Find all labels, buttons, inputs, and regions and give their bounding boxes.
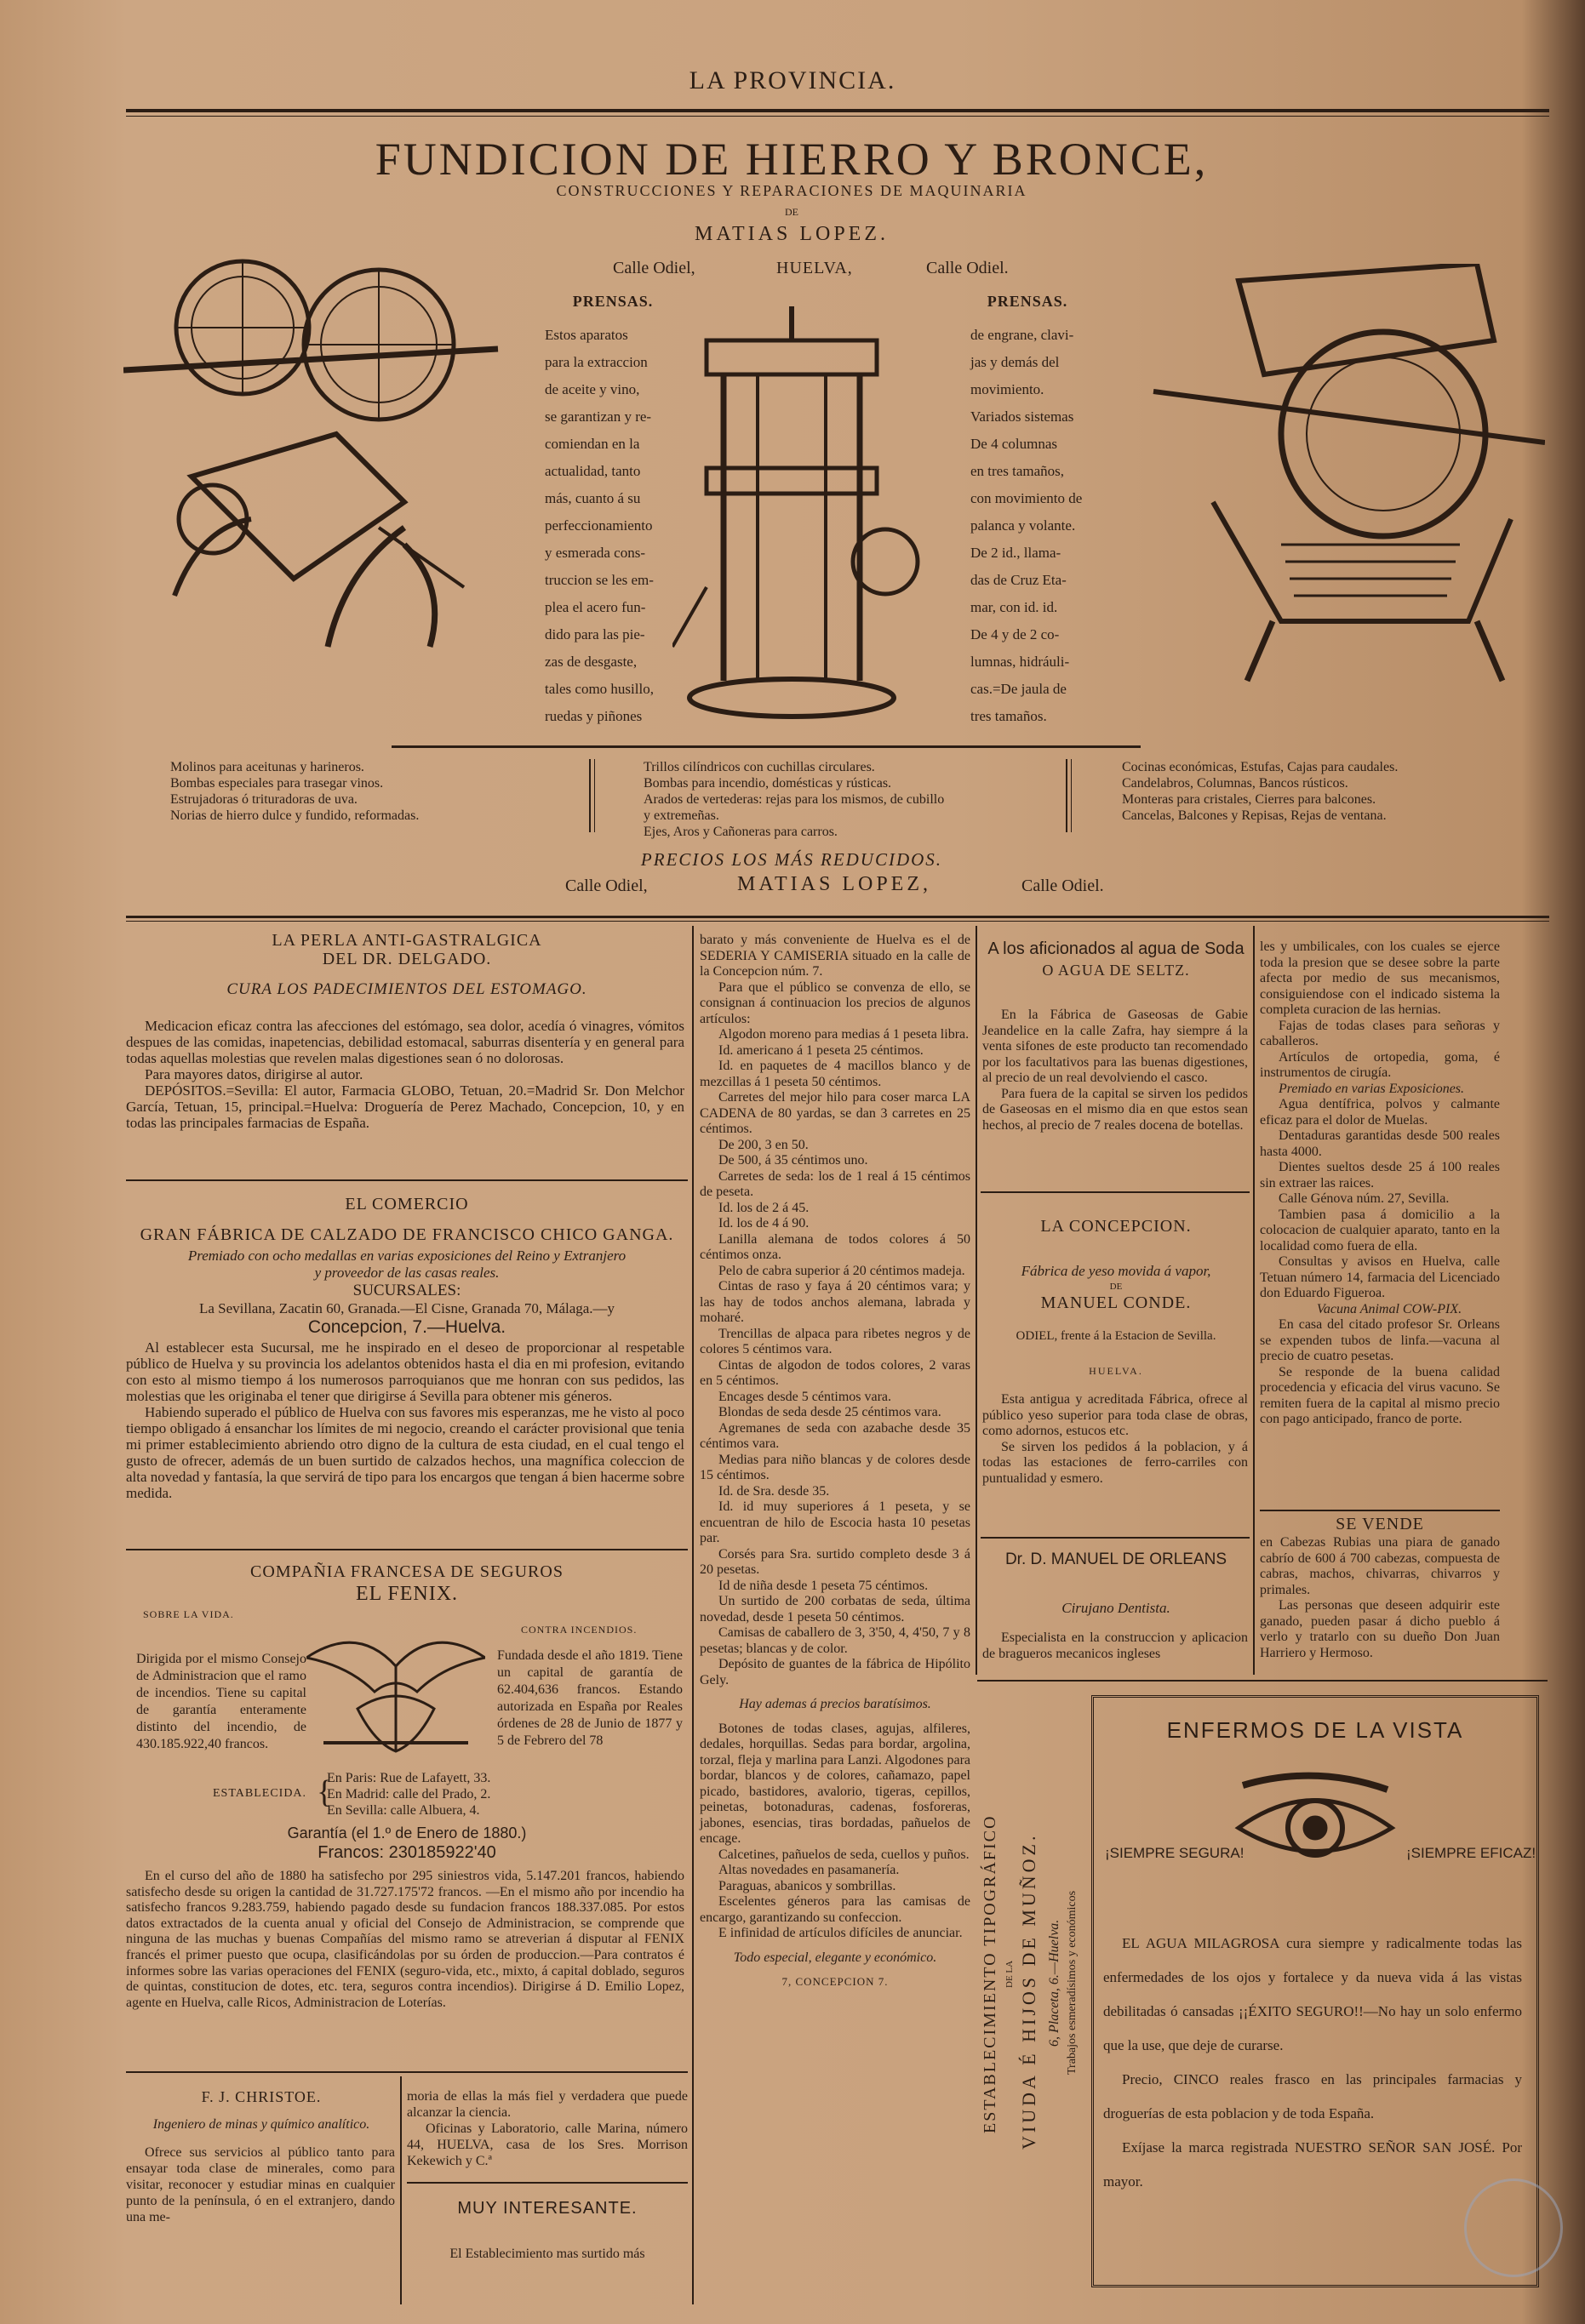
vista-body: EL AGUA MILAGROSA cura siempre y radicalmente todas las enfermedades de los ojos y fortalece y da nueva vida á las vistas debilitadas ó cansadas ¡¡ÉXITO SEGURO!!—No hay un solo enfermo que la use, que deje de curarse. bbox=[1103, 1935, 1522, 2053]
vende-title: SE VENDE bbox=[1336, 1515, 1424, 1533]
fenix-francs: Francos: 230185922'40 bbox=[318, 1843, 496, 1862]
foundry-address-right: Calle Odiel. bbox=[926, 259, 1009, 277]
foundry-list-item: Molinos para aceitunas y harineros. bbox=[170, 760, 364, 774]
concepcion-city: HUELVA. bbox=[1089, 1365, 1143, 1377]
prensas-left-line: de aceite y vino, bbox=[545, 381, 640, 397]
concepcion-address: ODIEL, frente á la Estacion de Sevilla. bbox=[1016, 1329, 1216, 1343]
perla-body: Medicacion eficaz contra las afecciones del estómago, sea dolor, acedía ó vinagres, vómitos despues de las comidas, inapetencias, debilidad estomacal, saburras disentería y en general para todas aquellas molestias que revelen malas digestiones sean ó no dolorosas. bbox=[126, 1018, 684, 1066]
concepcion-rule bbox=[981, 1537, 1250, 1539]
tipografico-line-4: 6, Placeta, 6.—Huelva. bbox=[1047, 1919, 1061, 2047]
sederia-item: Algodon moreno para medias á 1 peseta libra. bbox=[718, 1027, 970, 1042]
foundry-address-city: HUELVA, bbox=[776, 259, 853, 277]
ortopedia-p12: Se responde de la buena calidad procedencia y eficacia del virus vacuno. Se remiten fuera de la capital al mismo precio con pago anticipado, franco de porte. bbox=[1260, 1364, 1500, 1426]
foundry-list-3 bbox=[1122, 759, 1531, 824]
sederia-item: Carretes de seda: los de 1 real á 15 céntimos de peseta. bbox=[700, 1168, 970, 1199]
comercio-factory: GRAN FÁBRICA DE CALZADO DE FRANCISCO CHICO GANGA. bbox=[140, 1225, 674, 1244]
christoe-rule bbox=[407, 2182, 688, 2184]
fenix-title-2: EL FENIX. bbox=[355, 1583, 459, 1605]
sederia-item: Cintas de raso y faya á 20 céntimos vara; y las hay de todos anchos alemana, labrada y moharé. bbox=[700, 1279, 970, 1325]
fenix-right-text-block bbox=[497, 1647, 683, 1750]
comercio-body-block bbox=[126, 1339, 684, 1501]
vende-body-2: Las personas que deseen adquirir este ganado, pueden pasar á dicho pueblo á verlo y tratarlo con su dueño Don Juan Harriero y Hermoso. bbox=[1260, 1598, 1500, 1660]
prensas-left-line: Estos aparatos bbox=[545, 327, 628, 343]
foundry-footer-name: MATIAS LOPEZ, bbox=[737, 873, 932, 895]
list-divider-1 bbox=[589, 759, 591, 832]
sederia-item: Escelentes géneros para las camisas de encargo, garantizando su confeccion. bbox=[700, 1894, 970, 1925]
list-divider-2b bbox=[1071, 759, 1072, 832]
fenix-established: ESTABLECIDA. bbox=[213, 1787, 307, 1800]
comercio-body-1: Al establecer esta Sucursal, me he inspirado en el deseo de proporcionar al respetable público de Huelva y su provincia los adelantos obtenidos hasta el dia en mi profesion, evitando con esto al mismo tiempo á los numerosos parroquianos que me honran con sus pedidos, las molestias que les originaba el tener que dirigirse á Sevilla para obtener mis géneros. bbox=[126, 1339, 684, 1404]
newspaper-title: LA PROVINCIA. bbox=[689, 66, 896, 94]
muy-title: MUY INTERESANTE. bbox=[457, 2199, 638, 2218]
prensas-right-line: das de Cruz Eta- bbox=[970, 572, 1067, 588]
library-stamp-icon bbox=[1464, 2178, 1563, 2277]
sederia-barat: Hay ademas á precios baratísimos. bbox=[739, 1697, 931, 1711]
perla-more: Para mayores datos, dirigirse al autor. bbox=[145, 1066, 363, 1082]
prensas-right-line: de engrane, clavi- bbox=[970, 327, 1074, 343]
prensas-left-line: tales como husillo, bbox=[545, 681, 654, 697]
sederia-item: Para que el público se convenza de ello, se consignan á continuacion los precios de algunos artículos: bbox=[700, 979, 970, 1026]
foundry-title: FUNDICION DE HIERRO Y BRONCE, bbox=[375, 134, 1209, 185]
ortopedia-p3: Artículos de ortopedia, goma, é instrumentos de cirugía. bbox=[1260, 1049, 1500, 1080]
foundry-list-item: Candelabros, Columnas, Bancos rústicos. bbox=[1122, 776, 1348, 791]
fenix-place: En Paris: Rue de Lafayett, 33. bbox=[327, 1771, 491, 1785]
foundry-list-item: Ejes, Aros y Cañoneras para carros. bbox=[644, 825, 838, 839]
ortopedia-p6: Dentaduras garantidas desde 500 reales hasta 4000. bbox=[1260, 1128, 1500, 1159]
prensas-right-line: tres tamaños. bbox=[970, 708, 1047, 724]
fenix-brace: { bbox=[317, 1774, 333, 1810]
soda-title-2: O AGUA DE SELTZ. bbox=[1042, 962, 1190, 979]
orleans-title: Dr. D. MANUEL DE ORLEANS bbox=[1004, 1550, 1227, 1568]
prensas-left-line: más, cuanto á su bbox=[545, 490, 641, 506]
christoe-office: Oficinas y Laboratorio, calle Marina, número 44, HUELVA, casa de los Sres. Morrison Kekewich y C.ª bbox=[407, 2121, 688, 2168]
foundry-footer-left: Calle Odiel, bbox=[565, 876, 648, 895]
comercio-body-2: Habiendo superado el público de Huelva con sus favores mis esperanzas, me he visto al poco tiempo obligado á ensanchar los límites de mi negocio, creando el carácter provisional que tenia mi primer establecimiento abriendo otro digno de la cultura de esta ciudad, en el cual tengo el gusto de ofrecer, además de un buen surtido de calzados hechos, una magnífica coleccion de alta novedad y fantasía, la que servirá de tipo para los encargos que tengan á bien hacerme sobre medida. bbox=[126, 1404, 684, 1501]
vende-body: en Cabezas Rubias una piara de ganado cabrío de 600 á 700 cabezas, compuesta de cabras, machos, chivarras, chivarros y primales. bbox=[1260, 1535, 1500, 1597]
soda-body-block bbox=[982, 1008, 1248, 1133]
ortopedia-p11: En casa del citado profesor Sr. Orleans se expenden tubos de linfa.—vacuna al precio de cuatro pesetas. bbox=[1260, 1317, 1500, 1363]
prensas-right-line: movimiento. bbox=[970, 381, 1044, 397]
tipografico-line-3: VIUDA É HIJOS DE MUÑOZ. bbox=[1018, 1832, 1039, 2150]
sederia-item: Lanilla alemana de todos colores á 50 céntimos onza. bbox=[700, 1231, 970, 1262]
prensas-left-line: y esmerada cons- bbox=[545, 545, 646, 561]
prensas-right-line: palanca y volante. bbox=[970, 517, 1076, 534]
sederia-item: De 200, 3 en 50. bbox=[718, 1137, 809, 1152]
comercio-branch-huelva: Concepcion, 7.—Huelva. bbox=[307, 1317, 506, 1337]
fenix-right-head: CONTRA INCENDIOS. bbox=[521, 1624, 638, 1636]
prensas-right-line: lumnas, hidráuli- bbox=[970, 654, 1070, 670]
vista-body-block bbox=[1103, 1927, 1522, 2199]
section-rule bbox=[126, 916, 1549, 918]
foundry-list-item: Norias de hierro dulce y fundido, reformadas. bbox=[170, 808, 420, 823]
sederia-item: Id. id muy superiores á 1 peseta, y se encuentran de hilo de Escocia hasta 10 pesetas par. bbox=[700, 1499, 970, 1545]
perla-title-1: LA PERLA ANTI-GASTRALGICA bbox=[272, 931, 542, 950]
foundry-list-item: Bombas especiales para trasegar vinos. bbox=[170, 776, 384, 791]
prensas-left-line: zas de desgaste, bbox=[545, 654, 638, 670]
column-divider-2 bbox=[976, 926, 977, 1675]
foundry-list-item: Cocinas económicas, Estufas, Cajas para caudales. bbox=[1122, 760, 1399, 774]
concepcion-body-1: Esta antigua y acreditada Fábrica, ofrece al público yeso superior para toda clase de obras, como adornos, estucos etc. bbox=[982, 1392, 1248, 1438]
sederia-item: Corsés para Sra. surtido completo desde 3 á 20 pesetas. bbox=[700, 1546, 970, 1577]
sederia-item: Encages desde 5 céntimos vara. bbox=[718, 1389, 892, 1404]
foundry-de: DE bbox=[785, 206, 798, 218]
fenix-body-block bbox=[126, 1869, 684, 2011]
prensas-right-line: en tres tamaños, bbox=[970, 463, 1064, 479]
prensas-left-line: perfeccionamiento bbox=[545, 517, 653, 534]
list-divider-1b bbox=[594, 759, 595, 832]
prensas-left-line: comiendan en la bbox=[545, 436, 640, 452]
prensas-left-line: dido para las pie- bbox=[545, 626, 645, 642]
concepcion-title: LA CONCEPCION. bbox=[1040, 1217, 1192, 1236]
concepcion-sub: Fábrica de yeso movida á vapor, bbox=[1021, 1263, 1211, 1279]
ortopedia-p8: Calle Génova núm. 27, Sevilla. bbox=[1279, 1191, 1450, 1206]
orleans-body: Especialista en la construccion y aplicacion de bragueros mecanicos ingleses bbox=[982, 1630, 1248, 1661]
christoe-body: Ofrece sus servicios al público tanto para ensayar toda clase de minerales, como para visitar, reconocer y estudiar minas en cualquier punto de la península, ó en el extranjero, dando una me- bbox=[126, 2145, 395, 2224]
comercio-title: EL COMERCIO bbox=[345, 1195, 469, 1213]
tipografico-line-2: DE LA bbox=[1004, 1960, 1015, 1989]
orleans-sub: Cirujano Dentista. bbox=[1061, 1600, 1170, 1616]
ortopedia-p9: Tambien pasa á domicilio a la colocacion de cualquier aparato, tanto en la localidad como fuera de ella. bbox=[1260, 1207, 1500, 1253]
sederia-text: barato y más conveniente de Huelva es el de SEDERIA Y CAMISERIA situado en la calle de la Concepcion núm. 7. bbox=[700, 933, 970, 979]
concepcion-body-2: Se sirven los pedidos á la poblacion, y á todas las estaciones de ferro-carriles con puntualidad y esmero. bbox=[982, 1439, 1248, 1486]
prensas-right-line: cas.=De jaula de bbox=[970, 681, 1067, 697]
sederia-items bbox=[700, 980, 970, 1689]
concepcion-body-block bbox=[982, 1392, 1248, 1487]
prensas-left-line: actualidad, tanto bbox=[545, 463, 641, 479]
comercio-branches: La Sevillana, Zacatin 60, Granada.—El Cisne, Granada 70, Málaga.—y bbox=[198, 1300, 615, 1316]
prensas-right-line: mar, con id. id. bbox=[970, 599, 1058, 615]
sederia-item: Trencillas de alpaca para ribetes negros y de colores 5 céntimos vara. bbox=[700, 1326, 970, 1356]
perla-body-block bbox=[126, 1018, 684, 1131]
prensas-left-text bbox=[545, 322, 681, 730]
sederia-item: Id. en paquetes de 4 macillos blanco y de mezcillas á 1 peseta 50 céntimos. bbox=[700, 1059, 970, 1089]
bottom-left-divider bbox=[400, 2076, 402, 2304]
foundry-rule bbox=[392, 745, 1141, 748]
prensas-left-line: para la extraccion bbox=[545, 354, 648, 370]
foundry-list-1 bbox=[170, 759, 579, 824]
vista-price: Precio, CINCO reales frasco en las principales farmacias y droguerías de esta poblacion y de toda España. bbox=[1103, 2071, 1522, 2121]
sederia-item: Id. de Sra. desde 35. bbox=[718, 1483, 830, 1499]
prensas-left-title: PRENSAS. bbox=[572, 293, 654, 310]
olive-press-illustration bbox=[123, 247, 532, 681]
vista-title: ENFERMOS DE LA VISTA bbox=[1166, 1717, 1464, 1743]
ortopedia-rule bbox=[1260, 1510, 1500, 1511]
comercio-awards: Premiado con ocho medallas en varias exposiciones del Reino y Extranjero bbox=[187, 1248, 627, 1264]
prensas-left-line: plea el acero fun- bbox=[545, 599, 646, 615]
foundry-list-item: Monteras para cristales, Cierres para balcones. bbox=[1122, 792, 1376, 807]
column-press-illustration bbox=[672, 306, 945, 723]
foundry-list-item: Bombas para incendio, domésticas y rústicas. bbox=[644, 776, 892, 791]
foundry-list-item: Trillos cilíndricos con cuchillas circulares. bbox=[644, 760, 875, 774]
sederia-item: De 500, á 35 céntimos uno. bbox=[718, 1153, 868, 1168]
list-divider-2 bbox=[1066, 759, 1067, 832]
fenix-title-1: COMPAÑIA FRANCESA DE SEGUROS bbox=[250, 1562, 564, 1581]
sederia-item: Medias para niño blancas y de colores desde 15 céntimos. bbox=[700, 1452, 970, 1482]
sederia-block bbox=[700, 933, 970, 1990]
christoe-name: F. J. CHRISTOE. bbox=[201, 2088, 322, 2105]
header-rule bbox=[126, 109, 1549, 112]
prensas-left-line: ruedas y piñones bbox=[545, 708, 643, 724]
tipografico-line-5: Trabajos esmeradísimos y económicos bbox=[1066, 1890, 1079, 2076]
foundry-subtitle: CONSTRUCCIONES Y REPARACIONES DE MAQUINARIA bbox=[556, 182, 1027, 199]
sederia-item: Camisas de caballero de 3, 3'50, 4, 4'50, 7 y 8 pesetas; blancas y de color. bbox=[700, 1625, 970, 1656]
prensas-right-line: De 4 columnas bbox=[970, 436, 1057, 452]
fenix-places bbox=[327, 1770, 490, 1819]
muy-text: El Establecimiento mas surtido más bbox=[449, 2247, 645, 2261]
sederia-item: Id de niña desde 1 peseta 75 céntimos. bbox=[718, 1578, 929, 1593]
sederia-address: 7, CONCEPCION 7. bbox=[781, 1975, 889, 1988]
section-rule-thin bbox=[126, 921, 1549, 922]
fenix-guarantee: Garantía (el 1.º de Enero de 1880.) bbox=[287, 1824, 527, 1841]
fenix-left-text: Dirigida por el mismo Consejo de Administracion que el ramo de incendios. Tiene su capital de garantía enteramente distinto del incendio, de 430.185.922,40 francos. bbox=[136, 1652, 306, 1751]
vista-left: ¡SIEMPRE SEGURA! bbox=[1105, 1845, 1245, 1861]
foundry-list-item: y extremeñas. bbox=[644, 808, 719, 823]
vista-right: ¡SIEMPRE EFICAZ! bbox=[1406, 1845, 1536, 1861]
soda-title-1: A los aficionados al agua de Soda bbox=[987, 939, 1245, 958]
sederia-items-2: Botones de todas clases, agujas, alfileres, dedales, horquillas. Sedas para bordar, argolina, torzal, fleja y marlina para Lanzi. Algodones para bordar, blancos y de colores, cañamazo, papel picado, bastidores, avalorio, tigeras, cepillos, peinetas, botonaduras, cadenas, fosforeras, jabones, esencias, tiras bordadas, pañuelos de encage. bbox=[700, 1721, 970, 1846]
crusher-illustration bbox=[1136, 264, 1545, 689]
perla-subtitle: CURA LOS PADECIMIENTOS DEL ESTOMAGO. bbox=[226, 980, 587, 998]
fenix-left-text-block bbox=[136, 1651, 306, 1753]
phoenix-illustration bbox=[306, 1624, 485, 1760]
perla-title-2: DEL DR. DELGADO. bbox=[322, 950, 492, 968]
soda-body-2: Para fuera de la capital se sirven los pedidos de Gaseosas en el mismo dia en que estos sean hechos, al precio de 7 reales docena de botellas. bbox=[982, 1086, 1248, 1133]
fenix-right-text: Fundada desde el año 1819. Tiene un capital de garantía de 62.404,636 francos. Estando autorizada en España por Reales órdenes de 28 de Junio de 1877 y 5 de Febrero del 78 bbox=[497, 1648, 683, 1748]
concepcion-owner: MANUEL CONDE. bbox=[1040, 1293, 1192, 1312]
ortopedia-vacuna: Vacuna Animal COW-PIX. bbox=[1316, 1301, 1462, 1316]
prensas-left-line: truccion se les em- bbox=[545, 572, 654, 588]
prensas-right-line: Variados sistemas bbox=[970, 408, 1074, 425]
foundry-list-2 bbox=[644, 759, 1052, 840]
prensas-right-line: con movimiento de bbox=[970, 490, 1083, 506]
sederia-item: Carretes del mejor hilo para coser marca LA CADENA de 80 yardas, se dan 3 carretes en 25 céntimos. bbox=[700, 1090, 970, 1136]
vista-brand: Exíjase la marca registrada NUESTRO SEÑOR SAN JOSÉ. Por mayor. bbox=[1103, 2139, 1522, 2190]
prensas-left-line: se garantizan y re- bbox=[545, 408, 652, 425]
sederia-items-3 bbox=[700, 1847, 970, 1942]
header-rule-thin bbox=[126, 116, 1549, 117]
comercio-awards-2: y proveedor de las casas reales. bbox=[314, 1265, 500, 1281]
christoe-body-block bbox=[126, 2144, 395, 2225]
ortopedia-p5: Agua dentífrica, polvos y calmante eficaz para el dolor de Muelas. bbox=[1260, 1097, 1500, 1128]
tipografico-line-1: ESTABLECIMIENTO TIPOGRÁFICO bbox=[981, 1814, 999, 2134]
comercio-branches-title: SUCURSALES: bbox=[352, 1282, 461, 1299]
bottom-right-rule bbox=[977, 1680, 1548, 1682]
foundry-list-item: Cancelas, Balcones y Repisas, Rejas de ventana. bbox=[1122, 808, 1387, 823]
sederia-item: Paraguas, abanicos y sombrillas. bbox=[718, 1878, 896, 1893]
sederia-item: Id. americano á 1 peseta 25 céntimos. bbox=[718, 1042, 924, 1058]
soda-rule bbox=[981, 1191, 1250, 1193]
prensas-right-line: jas y demás del bbox=[970, 354, 1060, 370]
fenix-place: En Madrid: calle del Prado, 2. bbox=[327, 1787, 491, 1802]
sederia-item: Altas novedades en pasamanería. bbox=[718, 1863, 900, 1877]
concepcion-de: DE bbox=[1109, 1282, 1123, 1292]
sederia-motto: Todo especial, elegante y económico. bbox=[733, 1950, 937, 1965]
fenix-body: En el curso del año de 1880 ha satisfecho por 295 siniestros vida, 5.147.201 francos, habiendo satisfecho desde su origen la cantidad de 31.727.175'72 francos. —En el mismo año por incendio ha satisfecho francos 9.283.759, habiendo pagado desde su fundacion francos 188.337.085. Por estos datos extractados de la cuenta anual y oficial del Consejo de Administracion, se comprende que ninguna de las muchas y buenas Compañías del mismo ramo se atreverian á disputar al FENIX francés el primer puesto que ocupa, clasificándolas por su órden de produccion.—Para contratos é informes sobre las varias operaciones del FENIX (seguro-vida, etc., mixto, á capital doblado, seguros de quintas, constitucion de dotes, etc. tera, seguros contra incendios). Dirigirse á D. Emilio Lopez, agente en Huelva, calle Ricos, Administracion de Loterías. bbox=[126, 1869, 684, 2010]
foundry-footer-right: Calle Odiel. bbox=[1021, 876, 1104, 895]
christoe-title: Ingeniero de minas y químico analítico. bbox=[152, 2117, 370, 2132]
soda-body-1: En la Fábrica de Gaseosas de Gabie Jeandelice en la calle Zafra, hay siempre á la venta sifones de este producto tan recomendado por los facultativos para las buenas digestiones, al precio de un real devolviendo el casco. bbox=[982, 1008, 1248, 1085]
sederia-item: Un surtido de 200 corbatas de seda, última novedad, desde 1 peseta 50 céntimos. bbox=[700, 1594, 970, 1625]
column-divider-3 bbox=[1253, 926, 1255, 1675]
fenix-place: En Sevilla: calle Albuera, 4. bbox=[327, 1803, 480, 1818]
perla-rule bbox=[126, 1179, 688, 1181]
prensas-right-title: PRENSAS. bbox=[987, 293, 1068, 310]
fenix-rule bbox=[126, 2071, 688, 2073]
orleans-body-block bbox=[982, 1630, 1248, 1662]
prensas-right-line: De 4 y de 2 co- bbox=[970, 626, 1060, 642]
fenix-left-head: SOBRE LA VIDA. bbox=[143, 1608, 234, 1620]
ortopedia-p4: Premiado en varias Exposiciones. bbox=[1279, 1081, 1465, 1096]
eye-illustration bbox=[1234, 1768, 1396, 1879]
sederia-item: Cintas de algodon de todos colores, 2 varas en 5 céntimos. bbox=[700, 1357, 970, 1388]
ortopedia-block bbox=[1260, 939, 1500, 1428]
perla-deposits: DEPÓSITOS.=Sevilla: El autor, Farmacia GLOBO, Tetuan, 20.=Madrid Sr. Don Melchor García, Tetuan, 15, principal.=Huelva: Droguería de Perez Machado, Concepcion, 10, y en todas las principales farmacias de España. bbox=[126, 1082, 684, 1131]
foundry-address-left: Calle Odiel, bbox=[613, 259, 695, 277]
ortopedia-p7: Dientes sueltos desde 25 á 100 reales sin extraer las raices. bbox=[1260, 1160, 1500, 1191]
vende-body-block bbox=[1260, 1535, 1500, 1661]
christoe-body-2: moria de ellas la más fiel y verdadera que puede alcanzar la ciencia. bbox=[407, 2089, 688, 2120]
ortopedia-p2: Fajas de todas clases para señoras y caballeros. bbox=[1260, 1018, 1500, 1048]
ortopedia-p10: Consultas y avisos en Huelva, calle Tetuan número 14, farmacia del Licenciado don Eduardo Figueroa. bbox=[1260, 1254, 1500, 1300]
foundry-list-item: Arados de vertederas: rejas para los mismos, de cubillo bbox=[644, 792, 945, 807]
sederia-item: Id. los de 4 á 90. bbox=[718, 1216, 810, 1231]
sederia-item: E infinidad de artículos difíciles de anunciar. bbox=[718, 1926, 963, 1940]
ortopedia-body-1: les y umbilicales, con los cuales se ejerce toda la presion que se desee sobre la parte afecta por medio de sus mecanismos, consiguiendose con el indicado sistema la completa curacion de las hernias. bbox=[1260, 939, 1500, 1017]
sederia-item: Id. los de 2 á 45. bbox=[718, 1200, 810, 1215]
column-divider-1 bbox=[692, 926, 694, 2304]
sederia-item: Blondas de seda desde 25 céntimos vara. bbox=[718, 1405, 941, 1419]
sederia-item: Pelo de cabra superior á 20 céntimos madeja. bbox=[718, 1263, 965, 1278]
christoe-body-2-block bbox=[407, 2088, 688, 2169]
foundry-prices: PRECIOS LOS MÁS REDUCIDOS. bbox=[640, 849, 943, 870]
sederia-item: Agremanes de seda con azabache desde 35 céntimos vara. bbox=[700, 1420, 970, 1451]
prensas-right-line: De 2 id., llama- bbox=[970, 545, 1061, 561]
comercio-rule bbox=[126, 1549, 688, 1550]
sederia-item: Depósito de guantes de la fábrica de Hipólito Gely. bbox=[700, 1657, 970, 1687]
foundry-owner: MATIAS LOPEZ. bbox=[694, 223, 889, 245]
prensas-right-text bbox=[970, 322, 1098, 730]
sederia-item: Calcetines, pañuelos de seda, cuellos y puños. bbox=[718, 1847, 970, 1862]
foundry-list-item: Estrujadoras ó trituradoras de uva. bbox=[170, 792, 358, 807]
